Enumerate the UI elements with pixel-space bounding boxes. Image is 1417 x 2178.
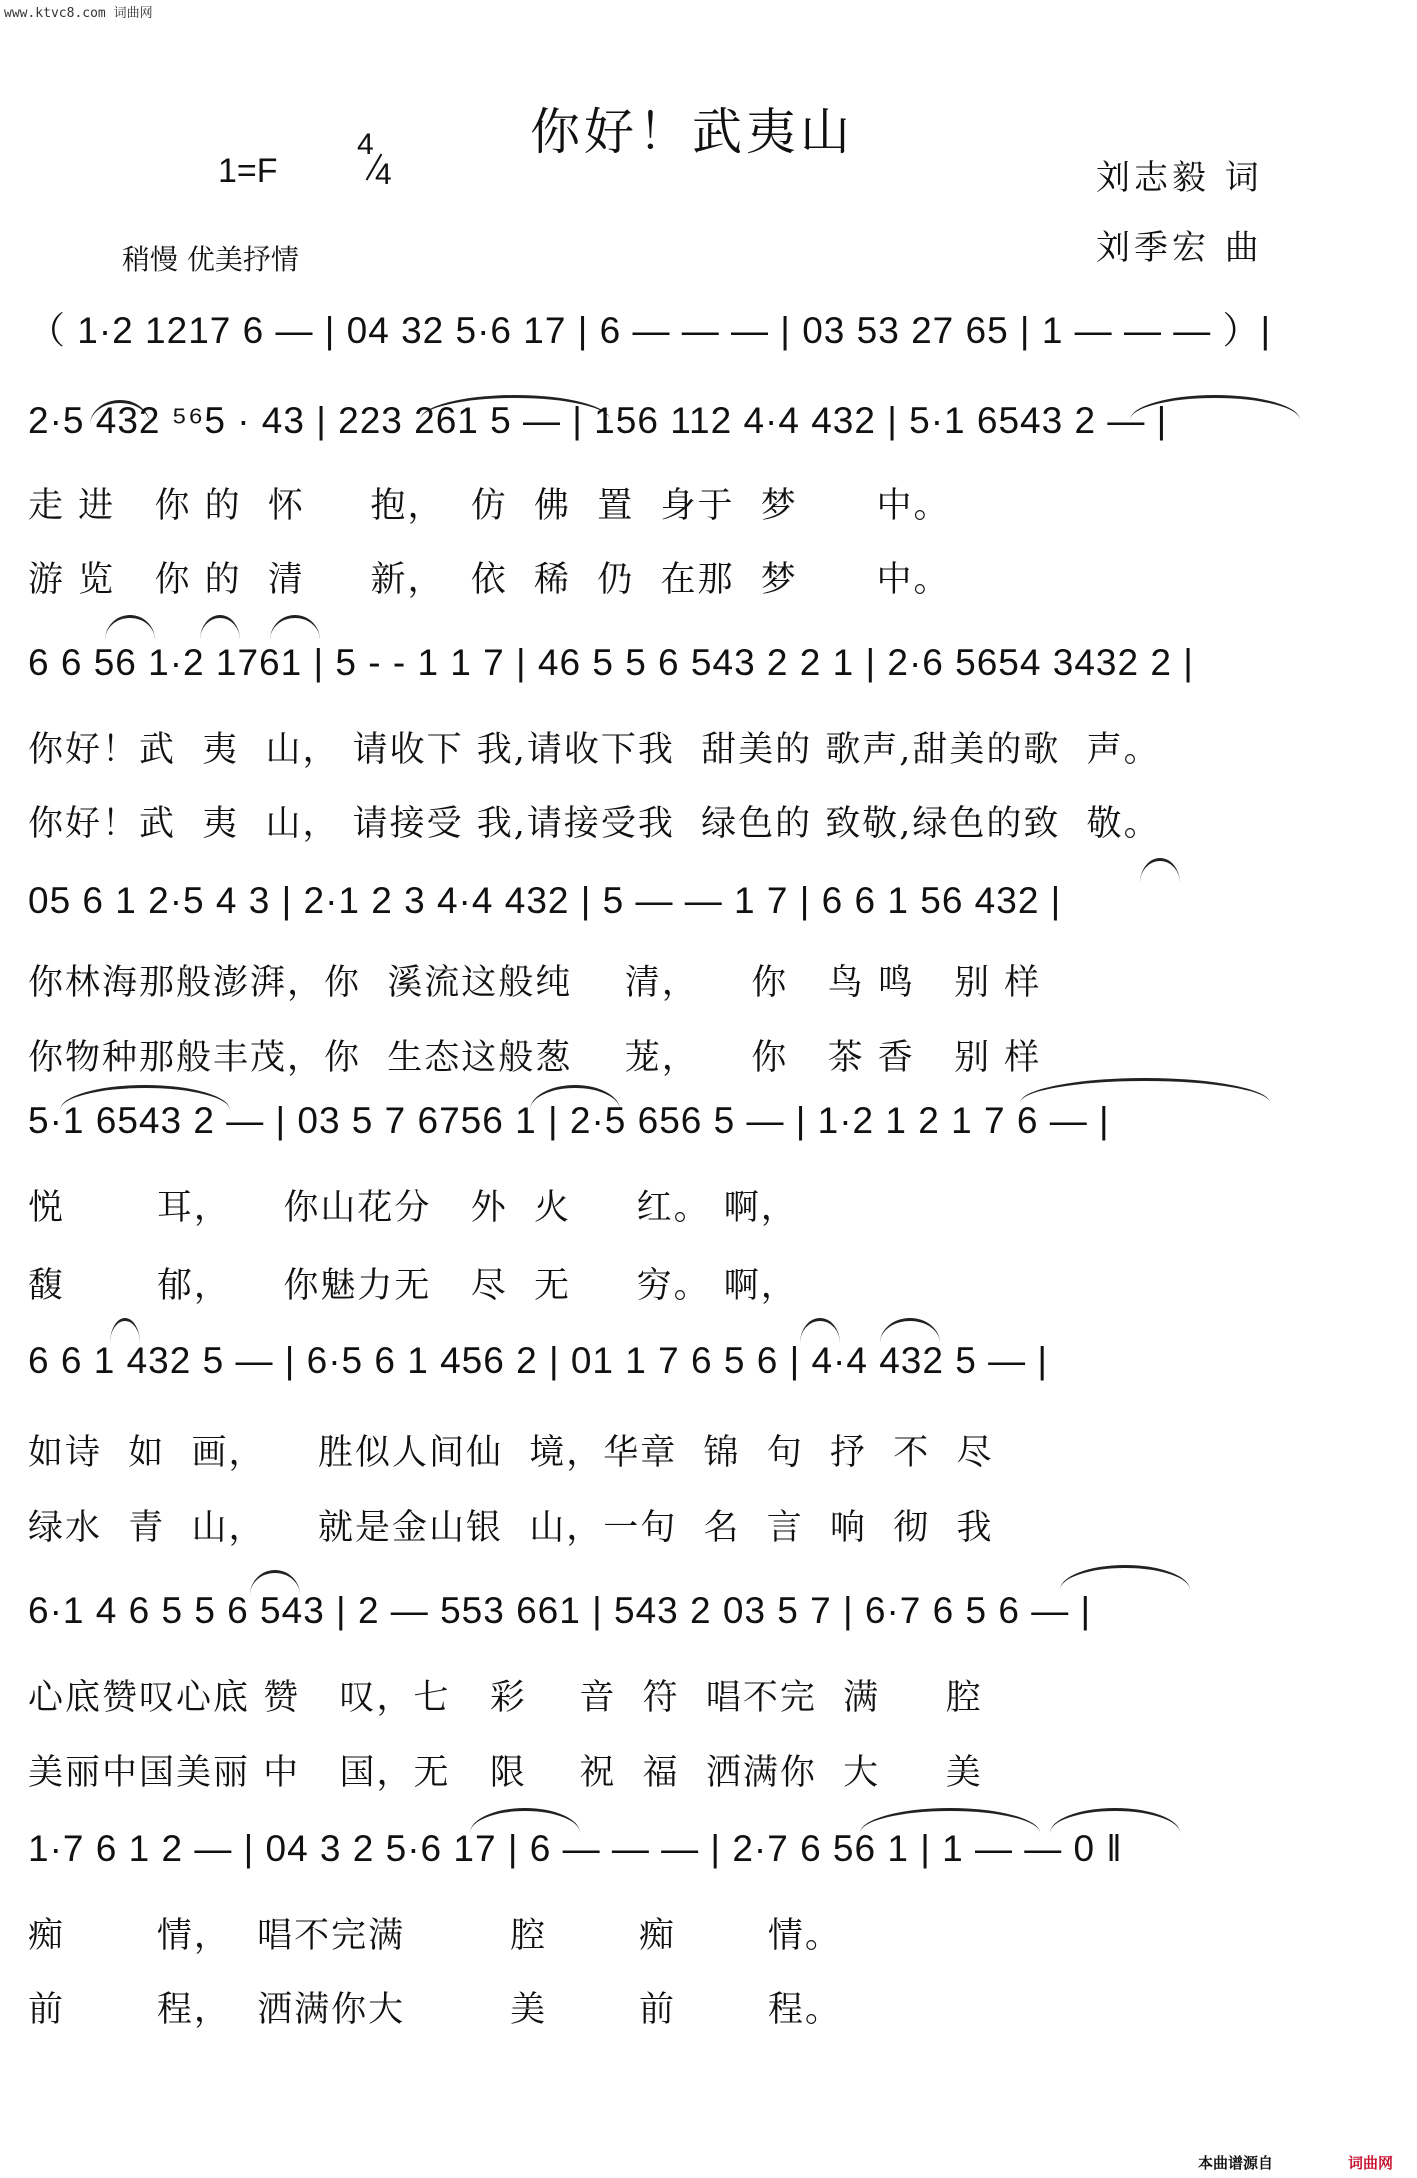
lyric-line: 如诗 如 画， 胜似人间仙 境，华章 锦 句 抒 不 尽 xyxy=(28,1433,994,1473)
lyric-line: 美丽中国美丽 中 国，无 限 祝 福 洒满你 大 美 xyxy=(28,1753,983,1793)
lyric-line: 游 览 你 的 清 新， 依 稀 仍 在那 梦 中。 xyxy=(28,560,951,600)
lyric-line: 走 进 你 的 怀 抱， 仿 佛 置 身于 梦 中。 xyxy=(28,486,951,526)
music-line: 6 6 56 1·2 1761 | 5 - - 1 1 7 | 46 5 5 6 543 2 2 1 | 2·6 5654 3432 2 | xyxy=(28,642,1194,683)
footer-site-link[interactable]: 词曲网 xyxy=(1348,2154,1394,2172)
song-title: 你好！武夷山 xyxy=(530,103,854,161)
lyric-line: 你物种那般丰茂，你 生态这般葱 茏， 你 茶 香 别 样 xyxy=(28,1038,1042,1078)
lyric-line: 馥 郁， 你魅力无 尽 无 穷。 啊， xyxy=(28,1266,798,1306)
lyric-line: 心底赞叹心底 赞 叹，七 彩 音 符 唱不完 满 腔 xyxy=(28,1678,983,1718)
lyric-line: 你好！武 夷 山， 请接受 我,请接受我 绿色的 致敬,绿色的致 敬。 xyxy=(28,804,1161,844)
lyricist-credit: 刘志毅 词 xyxy=(1096,158,1263,198)
site-watermark: www.ktvc8.com 词曲网 xyxy=(4,6,153,21)
slur xyxy=(105,615,155,640)
footer-source-label: 本曲谱源自 xyxy=(1198,2154,1274,2172)
music-line: 5·1 6543 2 — | 03 5 7 6756 1 | 2·5 656 5 — | 1·2 1 2 1 7 6 — | xyxy=(28,1100,1110,1141)
music-line: 6 6 1 432 5 — | 6·5 6 1 456 2 | 01 1 7 6 5 6 | 4·4 432 5 — | xyxy=(28,1340,1048,1381)
tempo-marking: 稍慢 优美抒情 xyxy=(122,243,299,276)
music-line: （ 1·2 1217 6 — | 04 32 5·6 17 | 6 — — — | 03 53 27 65 | 1 — — — ）| xyxy=(28,310,1272,351)
time-denominator: 4 xyxy=(375,158,392,191)
slur xyxy=(1060,1565,1190,1590)
lyric-line: 你好！武 夷 山， 请收下 我,请收下我 甜美的 歌声,甜美的歌 声。 xyxy=(28,730,1161,770)
time-numerator: 4 xyxy=(357,128,374,161)
slur xyxy=(200,615,240,640)
lyric-line: 悦 耳， 你山花分 外 火 红。 啊， xyxy=(28,1188,798,1228)
lyric-line: 痴 情， 唱不完满 腔 痴 情。 xyxy=(28,1916,842,1956)
slur xyxy=(270,615,320,640)
lyric-line: 你林海那般澎湃，你 溪流这般纯 清， 你 鸟 鸣 别 样 xyxy=(28,963,1042,1003)
time-signature xyxy=(355,128,401,198)
lyric-line: 前 程， 洒满你大 美 前 程。 xyxy=(28,1990,842,2030)
music-line: 05 6 1 2·5 4 3 | 2·1 2 3 4·4 432 | 5 — — 1 7 | 6 6 1 56 432 | xyxy=(28,880,1062,921)
key-signature: 1=F xyxy=(218,152,278,190)
music-line: 6·1 4 6 5 5 6 543 | 2 — 553 661 | 543 2 03 5 7 | 6·7 6 5 6 — | xyxy=(28,1590,1092,1631)
music-line: 1·7 6 1 2 — | 04 3 2 5·6 17 | 6 — — — | 2·7 6 56 1 | 1 — — 0 ‖ xyxy=(28,1828,1123,1869)
lyric-line: 绿水 青 山， 就是金山银 山，一句 名 言 响 彻 我 xyxy=(28,1508,994,1548)
music-line: 2·5 432 ⁵⁶5 · 43 | 223 261 5 — | 156 112 4·4 432 | 5·1 6543 2 — | xyxy=(28,400,1168,441)
composer-credit: 刘季宏 曲 xyxy=(1096,228,1263,268)
